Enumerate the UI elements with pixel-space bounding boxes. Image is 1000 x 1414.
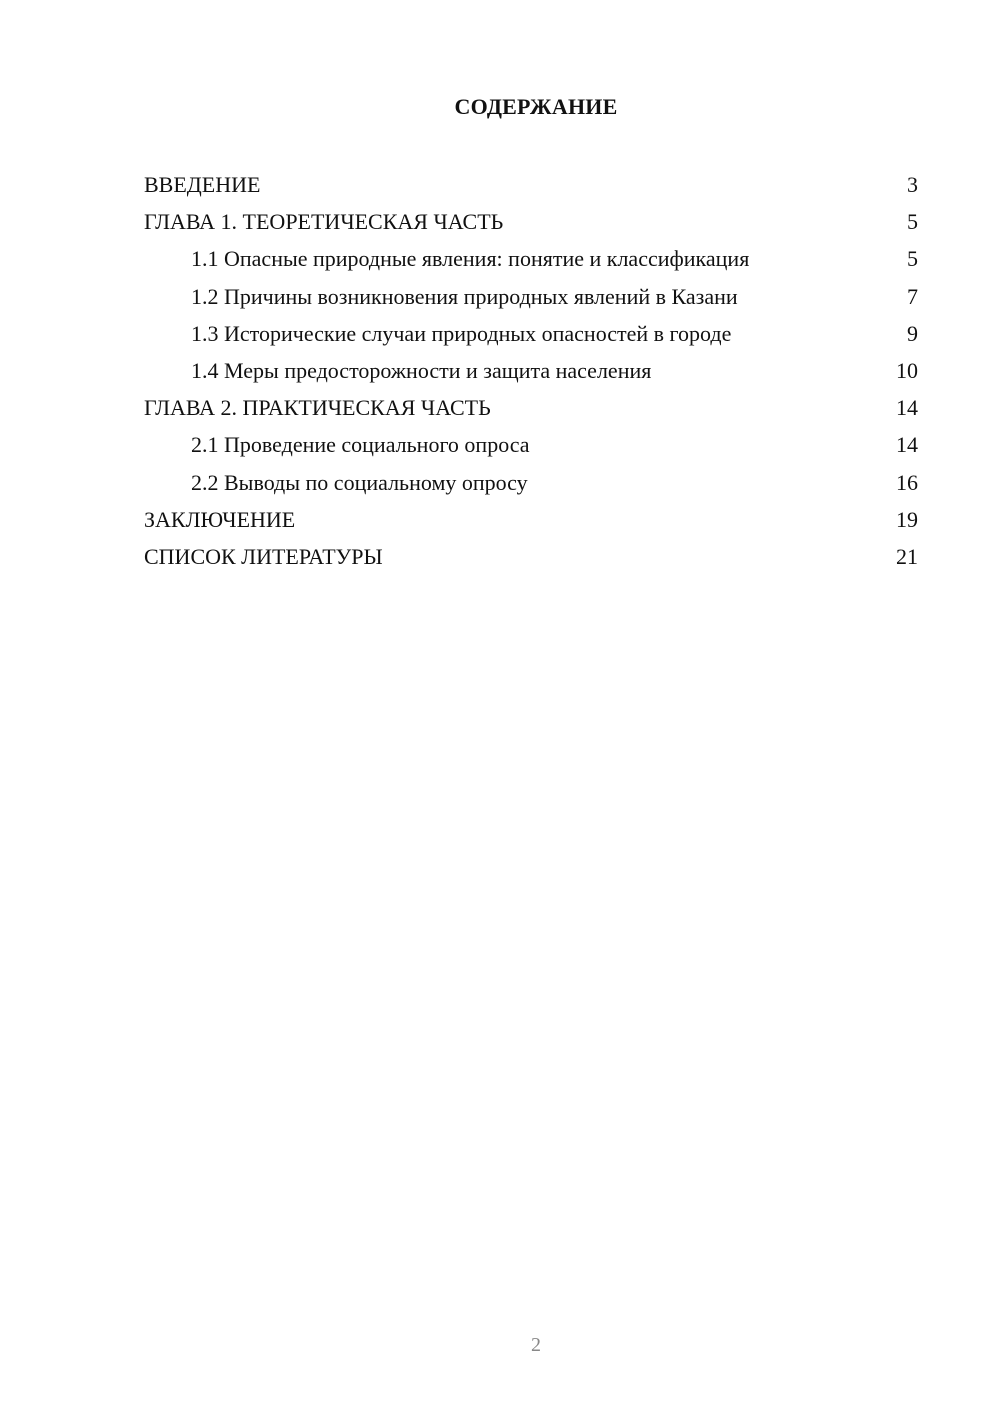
toc-entry-label: 2.1 Проведение социального опроса [191,432,530,458]
toc-entry-label: ВВЕДЕНИЕ [144,172,261,197]
toc-entry-label: 1.4 Меры предосторожности и защита населения [191,357,652,383]
toc-entry-label: 1.1 Опасные природные явления: понятие и классификация [191,246,750,272]
toc-entry-label: 2.2 Выводы по социальному опросу [191,469,528,495]
toc-entry-label: ГЛАВА 1. ТЕОРЕТИЧЕСКАЯ ЧАСТЬ [144,209,504,235]
page-number: 2 [531,1334,541,1356]
toc-entry-section-1-2[interactable] [144,278,918,315]
toc-entry-label: 1.3 Исторические случаи природных опасностей в городе [191,320,732,346]
toc-entry-page: 7 [907,283,918,309]
toc-entry-page: 9 [907,320,918,346]
toc-entry-chapter-1[interactable] [144,203,918,240]
toc-entry-page: 14 [896,395,918,421]
toc-entry-section-1-3[interactable] [144,315,918,352]
toc-entry-page: 14 [896,432,918,458]
toc-entry-page: 21 [896,543,918,569]
toc-title: СОДЕРЖАНИЕ [454,94,618,119]
toc-entry-section-2-2[interactable] [144,464,918,501]
toc-entry-section-2-1[interactable] [144,426,918,463]
toc-entry-label: 1.2 Причины возникновения природных явлений в Казани [191,283,738,309]
toc-entry-conclusion[interactable] [144,501,918,538]
toc-entry-page: 5 [907,246,918,272]
table-of-contents [144,166,918,575]
toc-entry-label: СПИСОК ЛИТЕРАТУРЫ [144,543,383,569]
toc-entry-chapter-2[interactable] [144,389,918,426]
toc-entry-page: 16 [896,469,918,495]
toc-entry-page: 10 [896,357,918,383]
toc-entry-section-1-1[interactable] [144,240,918,277]
toc-entry-label: ЗАКЛЮЧЕНИЕ [144,506,296,532]
toc-entry-label: ГЛАВА 2. ПРАКТИЧЕСКАЯ ЧАСТЬ [144,395,491,421]
toc-entry-introduction[interactable] [144,166,918,203]
toc-entry-page: 5 [907,209,918,235]
toc-entry-section-1-4[interactable] [144,352,918,389]
toc-entry-page: 19 [896,506,918,532]
toc-entry-references[interactable] [144,538,918,575]
toc-entry-page: 3 [907,172,918,197]
